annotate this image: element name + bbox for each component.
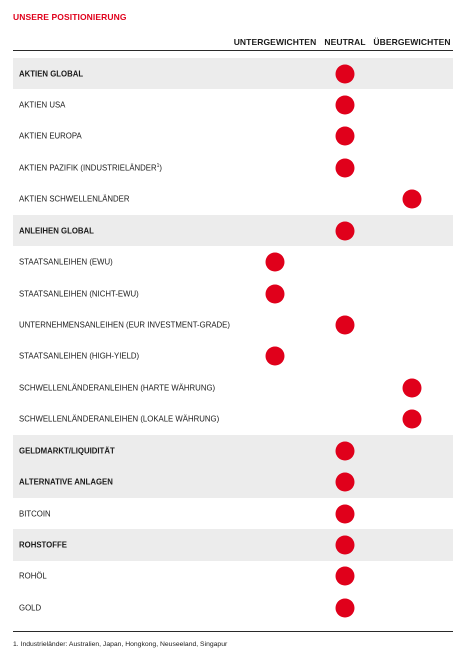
table-row	[13, 498, 453, 529]
table-row	[13, 372, 453, 403]
position-dot-neutral	[336, 127, 355, 146]
page-title: UNSERE POSITIONIERUNG	[13, 12, 127, 22]
group-row	[13, 529, 453, 560]
group-row	[13, 466, 453, 497]
row-label: SCHWELLENLÄNDERANLEIHEN (LOKALE WÄHRUNG)	[19, 414, 220, 424]
table-row	[13, 121, 453, 152]
position-dot-over	[403, 410, 422, 429]
position-dot-neutral	[336, 221, 355, 240]
table-row	[13, 278, 453, 309]
position-dot-under	[266, 347, 285, 366]
table-row	[13, 89, 453, 120]
footer-divider	[13, 631, 453, 632]
position-dot-over	[403, 190, 422, 209]
position-dot-neutral	[336, 504, 355, 523]
position-dot-neutral	[336, 598, 355, 617]
row-label: UNTERNEHMENSANLEIHEN (EUR INVESTMENT-GRADE)	[19, 320, 230, 330]
table-row	[13, 592, 453, 623]
position-dot-neutral	[336, 158, 355, 177]
column-header-under: UNTERGEWICHTEN	[233, 37, 317, 47]
row-label: STAATSANLEIHEN (NICHT-EWU)	[19, 289, 139, 299]
row-label: ROHSTOFFE	[19, 540, 67, 550]
row-label: ANLEIHEN GLOBAL	[19, 226, 94, 236]
table-row	[13, 152, 453, 183]
group-row	[13, 215, 453, 246]
header-divider	[13, 50, 453, 51]
position-dot-over	[403, 378, 422, 397]
table-row	[13, 341, 453, 372]
row-label: AKTIEN USA	[19, 100, 66, 110]
position-dot-under	[266, 253, 285, 272]
footnote: 1. Industrieländer: Australien, Japan, Hongkong, Neuseeland, Singapur	[13, 641, 228, 648]
table-row	[13, 561, 453, 592]
table-row	[13, 247, 453, 278]
table-row	[13, 404, 453, 435]
position-dot-neutral	[336, 64, 355, 83]
row-label: AKTIEN PAZIFIK (INDUSTRIELÄNDER$^1$)	[19, 162, 163, 173]
footnote-marker: 1	[156, 162, 160, 169]
group-row	[13, 58, 453, 89]
row-label: STAATSANLEIHEN (EWU)	[19, 257, 113, 267]
column-header-neutral: NEUTRAL	[324, 37, 366, 47]
group-row	[13, 435, 453, 466]
row-label: AKTIEN SCHWELLENLÄNDER	[19, 194, 130, 204]
row-label: ROHÖL	[19, 571, 47, 581]
position-dot-neutral	[336, 473, 355, 492]
position-dot-neutral	[336, 567, 355, 586]
row-label: GOLD	[19, 603, 42, 613]
row-label: AKTIEN EUROPA	[19, 131, 82, 141]
positioning-table	[13, 58, 453, 624]
position-dot-neutral	[336, 535, 355, 554]
position-dot-neutral	[336, 441, 355, 460]
row-label: GELDMARKT/LIQUIDITÄT	[19, 446, 115, 456]
column-header-over: ÜBERGEWICHTEN	[373, 37, 451, 47]
table-row	[13, 309, 453, 340]
position-dot-under	[266, 284, 285, 303]
row-label: SCHWELLENLÄNDERANLEIHEN (HARTE WÄHRUNG)	[19, 383, 216, 393]
position-dot-neutral	[336, 96, 355, 115]
row-label: AKTIEN GLOBAL	[19, 69, 84, 79]
row-label: STAATSANLEIHEN (HIGH-YIELD)	[19, 351, 140, 361]
table-row	[13, 184, 453, 215]
position-dot-neutral	[336, 316, 355, 335]
row-label: BITCOIN	[19, 509, 51, 519]
row-label: ALTERNATIVE ANLAGEN	[19, 477, 113, 487]
